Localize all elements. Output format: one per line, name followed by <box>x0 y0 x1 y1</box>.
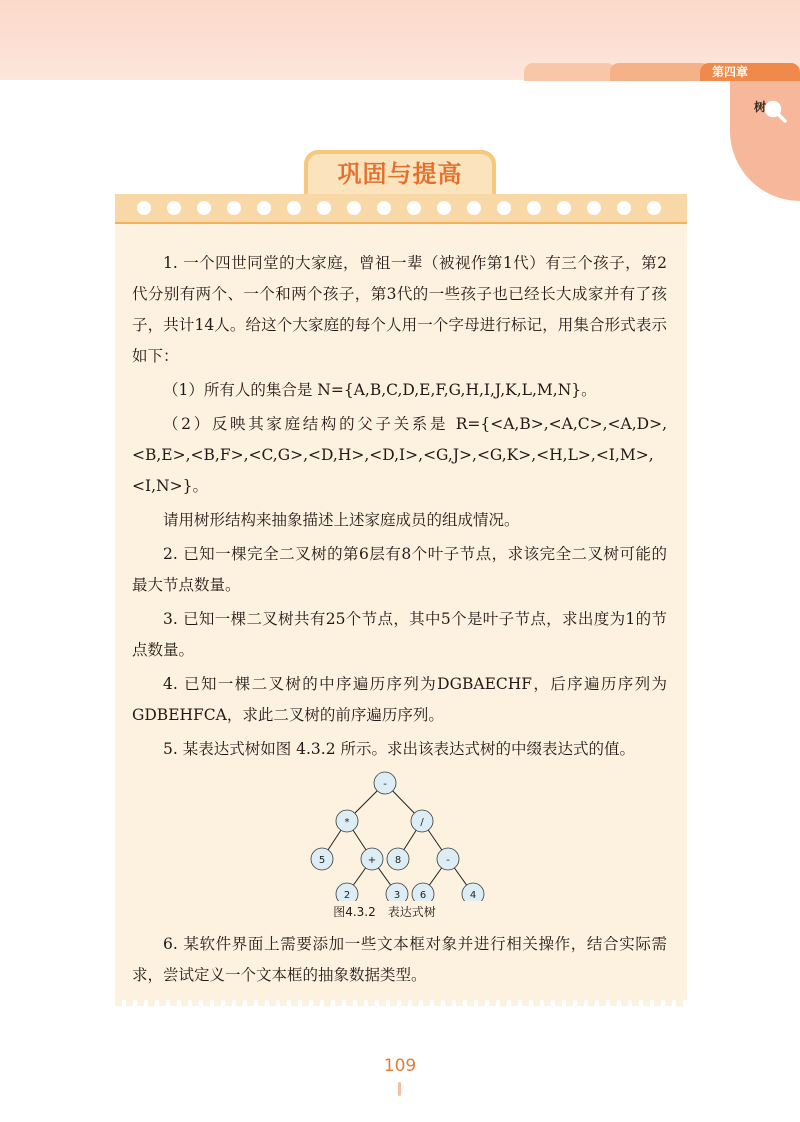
question-6: 6. 某软件界面上需要添加一些文本框对象并进行相关操作，结合实际需求，尝试定义一个文本框的抽象数据类型。 <box>132 935 667 984</box>
page-number-tick <box>398 1082 401 1096</box>
binding-hole <box>137 201 151 215</box>
question-3: 3. 已知一棵二叉树共有25个节点，其中5个是叶子节点，求出度为1的节点数量。 <box>132 610 667 659</box>
tree-node <box>437 848 459 870</box>
magnifier-icon <box>762 98 788 124</box>
page-number: 109 <box>383 1056 417 1076</box>
binding-hole <box>227 201 241 215</box>
tree-node <box>311 848 333 870</box>
tree-node <box>361 848 383 870</box>
binding-hole <box>497 201 511 215</box>
binding-hole <box>317 201 331 215</box>
binding-hole <box>647 201 661 215</box>
figure-caption: 图4.3.2 表达式树 <box>333 905 436 919</box>
tree-edges <box>322 783 473 894</box>
binding-hole <box>167 201 181 215</box>
tree-node-label: - <box>383 779 387 790</box>
tree-node-label: / <box>420 817 424 828</box>
question-1-relation: （2）反映其家庭结构的父子关系是 R={<A,B>,<A,C>,<A,D>,<B,E>,<B,F>,<C,G>,<D,H>,<D,I>,<G,J>,<G,K>,<H,L>,<I,M>,<I,N>}。 <box>132 415 667 495</box>
tree-node-label: 3 <box>393 890 401 901</box>
tree-node-label: + <box>367 855 377 866</box>
tree-node-label: 5 <box>318 855 326 866</box>
binding-hole <box>407 201 421 215</box>
tree-node-label: 4 <box>469 890 477 901</box>
chapter-tab-1 <box>524 63 616 81</box>
question-2: 2. 已知一棵完全二叉树的第6层有8个叶子节点，求该完全二叉树可能的最大节点数量。 <box>132 545 667 594</box>
binding-hole <box>257 201 271 215</box>
tree-node <box>374 772 396 794</box>
tree-node-label: - <box>446 855 450 866</box>
question-5: 5. 某表达式树如图 4.3.2 所示。求出该表达式树的中缀表达式的值。 <box>163 740 636 758</box>
question-1-set: （1）所有人的集合是 N={A,B,C,D,E,F,G,H,I,J,K,L,M,N}。 <box>163 381 597 399</box>
question-4: 4. 已知一棵二叉树的中序遍历序列为DGBAECHF，后序遍历序列为GDBEHFCA，求此二叉树的前序遍历序列。 <box>132 675 667 724</box>
tree-node <box>386 883 408 901</box>
binding-hole <box>197 201 211 215</box>
section-title-tab <box>304 150 496 194</box>
section-label: 树 <box>753 100 766 114</box>
binding-hole <box>467 201 481 215</box>
tree-node <box>411 810 433 832</box>
tree-node-label: * <box>344 817 350 828</box>
binding-hole <box>287 201 301 215</box>
chapter-tabs <box>520 63 800 81</box>
exercise-text <box>132 248 667 991</box>
section-title: 巩固与提高 <box>308 154 492 194</box>
tree-node <box>336 810 358 832</box>
tree-node-label: 6 <box>419 890 427 901</box>
binding-hole <box>377 201 391 215</box>
tree-node-label: 8 <box>394 855 402 866</box>
tree-node <box>412 883 434 901</box>
binding-hole <box>557 201 571 215</box>
question-1-task: 请用树形结构来抽象描述上述家庭成员的组成情况。 <box>163 511 520 529</box>
question-1: 1. 一个四世同堂的大家庭，曾祖一辈（被视作第1代）有三个孩子，第2代分别有两个、一个和两个孩子，第3代的一些孩子也已经长大成家并有了孩子，共计14人。给这个大家庭的每个人用一个字母进行标记，用集合形式表示如下： <box>132 254 667 365</box>
binding-hole <box>437 201 451 215</box>
expression-tree <box>310 771 510 901</box>
tree-node <box>387 848 409 870</box>
binding-hole <box>587 201 601 215</box>
binding-hole <box>347 201 361 215</box>
binding-hole <box>617 201 631 215</box>
tree-node-label: 2 <box>343 890 351 901</box>
chapter-tab-2 <box>610 63 710 81</box>
tree-node <box>336 883 358 901</box>
chapter-tab-active: 第四章 <box>700 63 800 81</box>
binding-hole <box>527 201 541 215</box>
notebook-binding <box>115 194 687 224</box>
tree-node <box>462 883 484 901</box>
